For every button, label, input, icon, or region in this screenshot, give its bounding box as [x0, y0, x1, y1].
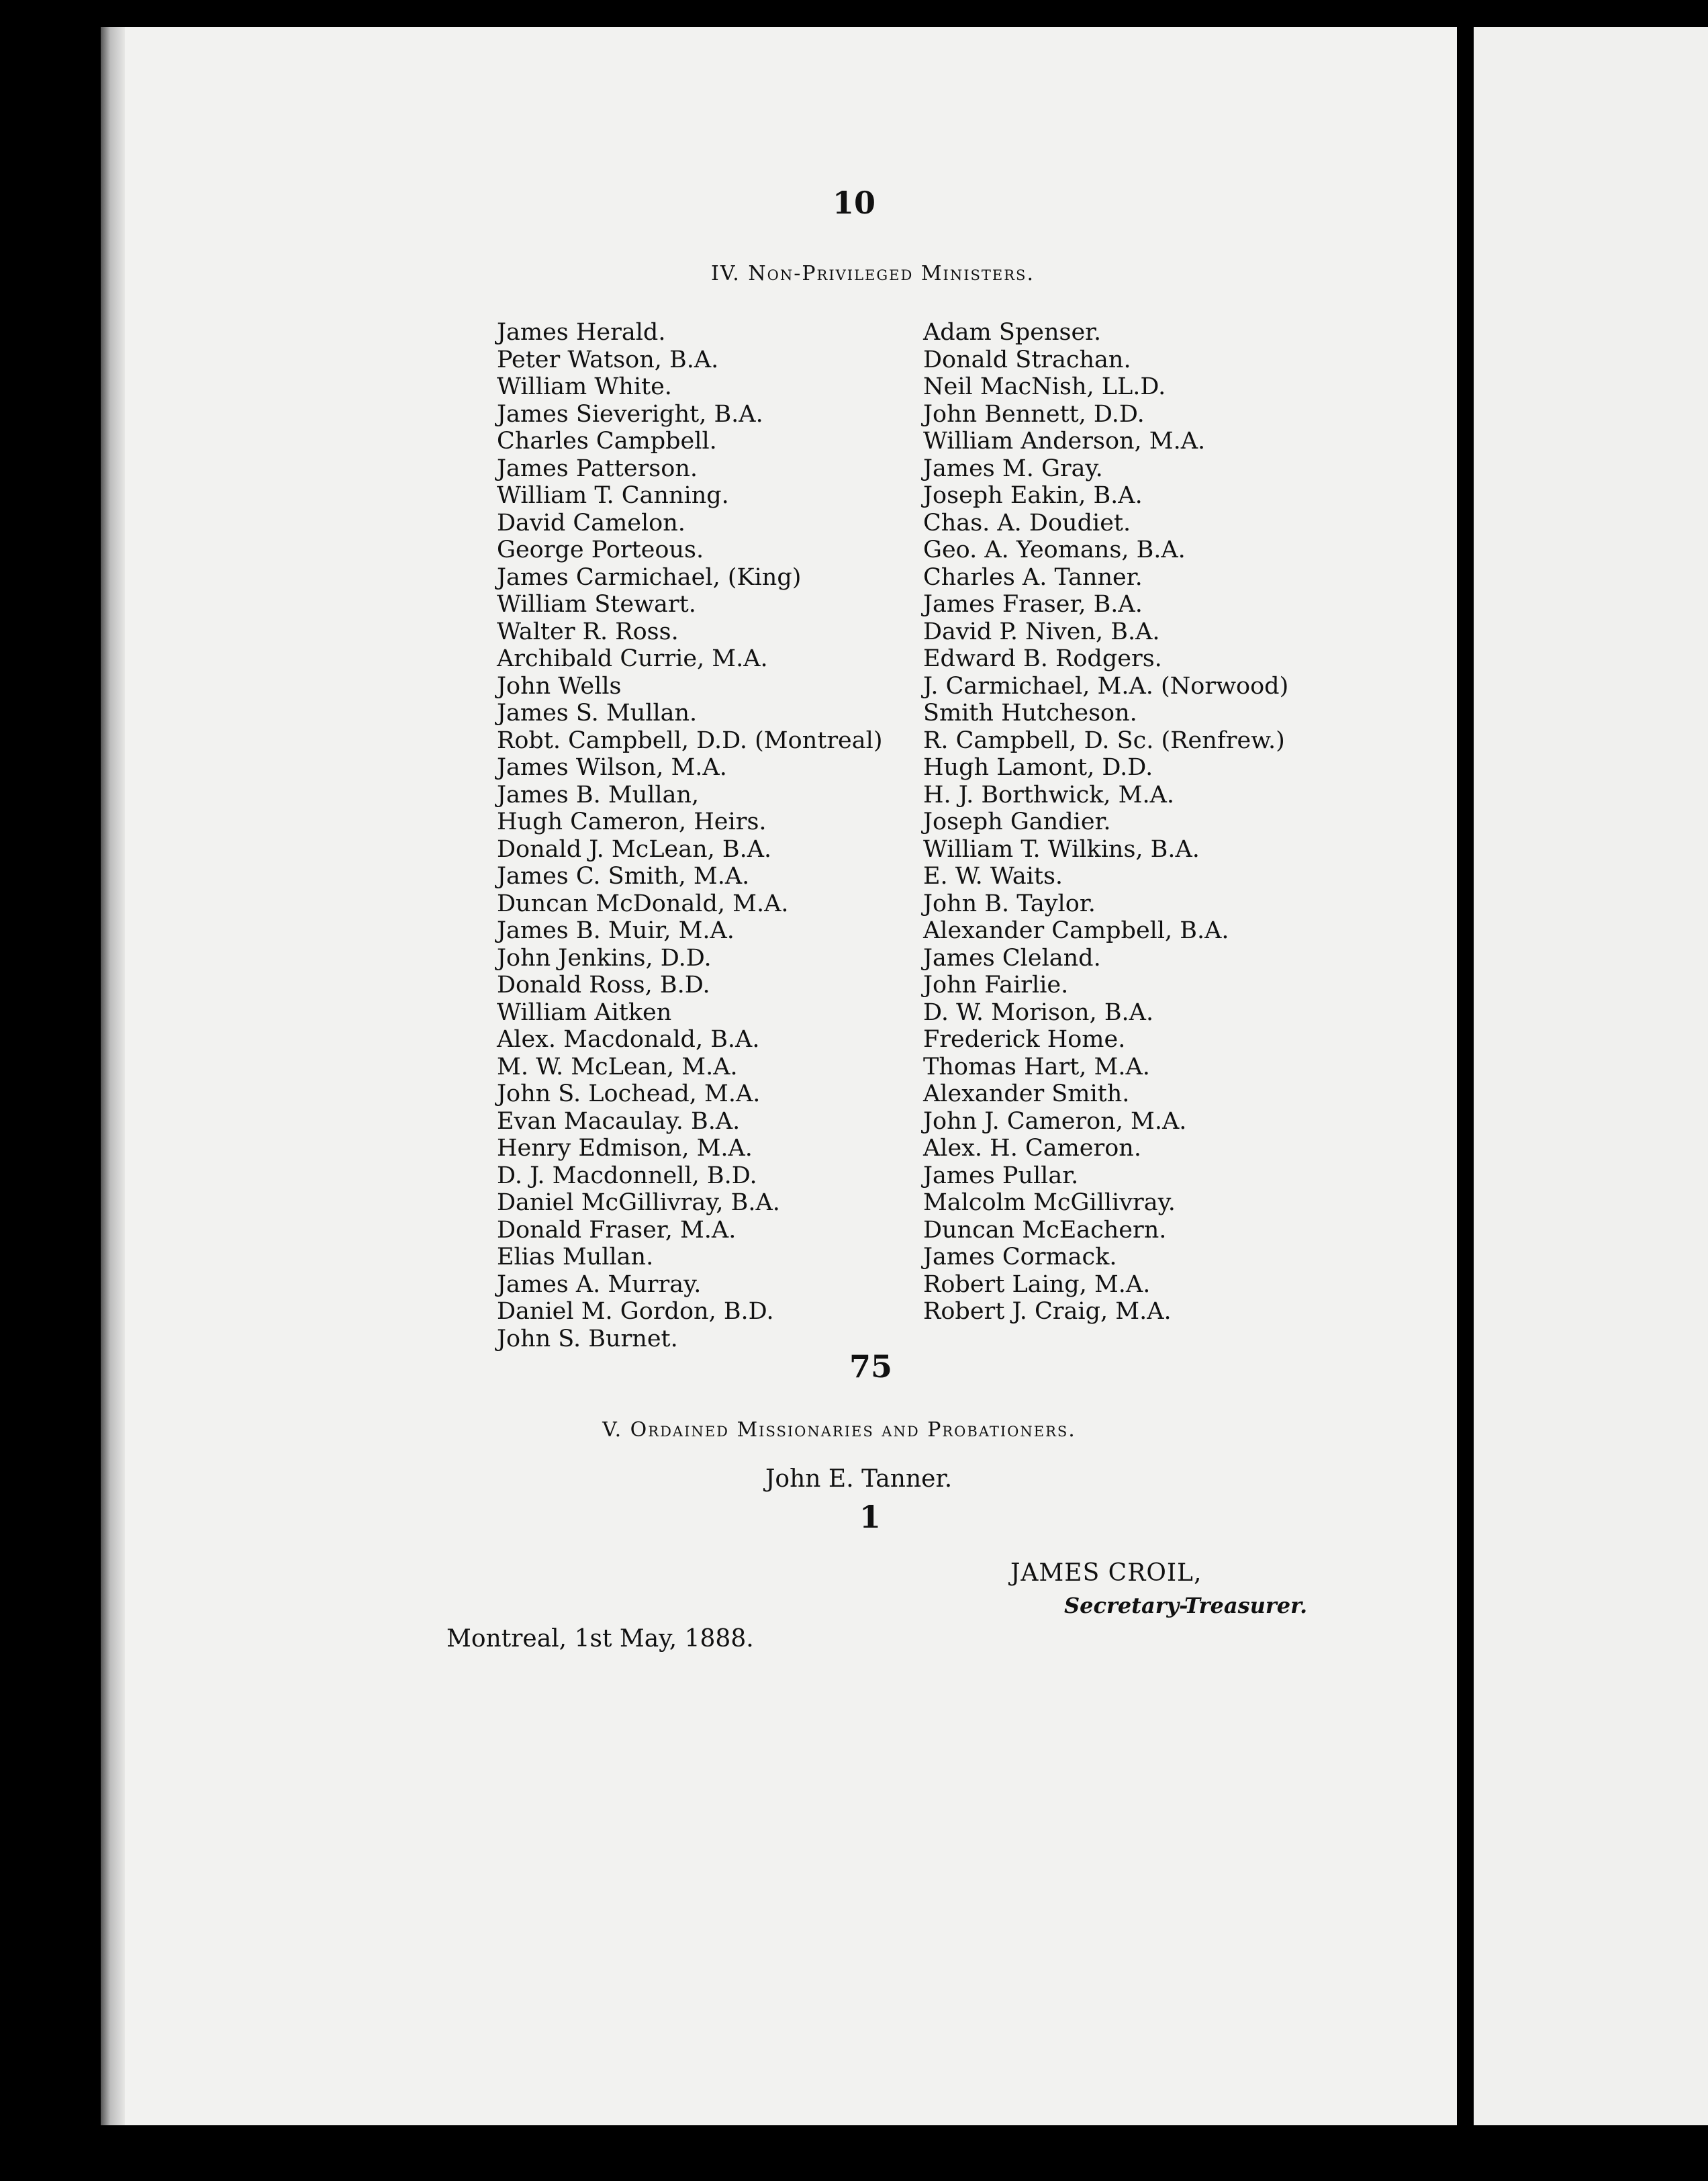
section-v-total: 1 — [859, 1499, 882, 1535]
dateline: Montreal, 1st May, 1888. — [446, 1625, 754, 1653]
minister-name: Henry Edmison, M.A. — [497, 1135, 753, 1162]
minister-name: Donald Ross, B.D. — [497, 972, 710, 999]
minister-name: Walter R. Ross. — [497, 618, 679, 645]
minister-name: John Fairlie. — [923, 972, 1069, 999]
minister-name: James Cormack. — [923, 1244, 1117, 1270]
minister-name: J. Carmichael, M.A. (Norwood) — [923, 672, 1289, 700]
minister-name: Alex. Macdonald, B.A. — [497, 1026, 760, 1053]
page-divider — [1458, 27, 1474, 2125]
minister-name: John Jenkins, D.D. — [497, 944, 712, 972]
minister-name: E. W. Waits. — [923, 863, 1063, 890]
minister-name: Daniel McGillivray, B.A. — [497, 1189, 780, 1216]
minister-name: Charles A. Tanner. — [923, 563, 1143, 591]
minister-name: Evan Macaulay. B.A. — [497, 1107, 741, 1135]
minister-name: Hugh Lamont, D.D. — [923, 754, 1153, 781]
minister-name: Smith Hutcheson. — [923, 700, 1137, 727]
minister-name: John J. Cameron, M.A. — [923, 1107, 1187, 1135]
minister-name: Robert J. Craig, M.A. — [923, 1298, 1172, 1325]
minister-name: James S. Mullan. — [497, 700, 698, 727]
minister-name: George Porteous. — [497, 537, 704, 563]
minister-name: Thomas Hart, M.A. — [923, 1053, 1150, 1080]
minister-name: John S. Lochead, M.A. — [497, 1080, 761, 1107]
minister-name: Robt. Campbell, D.D. (Montreal) — [497, 727, 883, 754]
minister-name: James Cleland. — [923, 944, 1101, 972]
minister-name: David Camelon. — [497, 509, 685, 537]
section-iv-heading: IV. Non-Privileged Ministers. — [711, 262, 1035, 285]
minister-name: Duncan McEachern. — [923, 1216, 1167, 1244]
minister-name: William Aitken — [497, 999, 672, 1026]
minister-name: William T. Wilkins, B.A. — [923, 835, 1200, 863]
signature-name: JAMES CROIL, — [1010, 1559, 1202, 1587]
signature-title: Secretary-Treasurer. — [1064, 1593, 1308, 1618]
minister-name: James M. Gray. — [923, 455, 1103, 482]
minister-name: H. J. Borthwick, M.A. — [923, 781, 1175, 808]
minister-name: John S. Burnet. — [497, 1325, 678, 1352]
minister-name: Duncan McDonald, M.A. — [497, 890, 789, 917]
minister-name: Elias Mullan. — [497, 1244, 654, 1270]
minister-name: James A. Murray. — [497, 1270, 702, 1298]
minister-name: Daniel M. Gordon, B.D. — [497, 1298, 774, 1325]
minister-name: William Stewart. — [497, 591, 696, 618]
minister-name: Hugh Cameron, Heirs. — [497, 808, 767, 835]
minister-name: D. J. Macdonnell, B.D. — [497, 1162, 757, 1189]
page-number: 10 — [833, 185, 876, 221]
page-gutter-shadow — [101, 27, 125, 2125]
section-iv-total: 75 — [849, 1348, 893, 1385]
section-v-name: John E. Tanner. — [765, 1465, 953, 1493]
minister-name: James Sieveright, B.A. — [497, 400, 763, 428]
minister-name: James Fraser, B.A. — [923, 591, 1143, 618]
minister-name: Joseph Eakin, B.A. — [923, 482, 1143, 509]
minister-name: James Pullar. — [923, 1162, 1079, 1189]
minister-name: D. W. Morison, B.A. — [923, 999, 1154, 1026]
minister-name: James Herald. — [497, 319, 666, 346]
minister-name: John Bennett, D.D. — [923, 400, 1145, 428]
minister-name: Peter Watson, B.A. — [497, 346, 719, 373]
minister-name: James Wilson, M.A. — [497, 754, 727, 781]
minister-name: James B. Mullan, — [497, 781, 700, 808]
minister-name: Alexander Campbell, B.A. — [923, 917, 1229, 944]
minister-name: Alexander Smith. — [923, 1080, 1130, 1107]
minister-name: James Carmichael, (King) — [497, 563, 802, 591]
minister-name: David P. Niven, B.A. — [923, 618, 1160, 645]
section-iv-left-column — [497, 319, 882, 1352]
minister-name: James C. Smith, M.A. — [497, 863, 750, 890]
minister-name: Alex. H. Cameron. — [923, 1135, 1141, 1162]
minister-name: James B. Muir, M.A. — [497, 917, 734, 944]
minister-name: R. Campbell, D. Sc. (Renfrew.) — [923, 727, 1285, 754]
minister-name: John Wells — [497, 672, 622, 700]
minister-name: Geo. A. Yeomans, B.A. — [923, 537, 1186, 563]
section-iv-right-column — [923, 319, 1288, 1326]
minister-name: Donald Strachan. — [923, 346, 1131, 373]
facing-page-edge — [1474, 27, 1708, 2125]
minister-name: Neil MacNish, LL.D. — [923, 373, 1166, 400]
minister-name: William Anderson, M.A. — [923, 428, 1206, 455]
minister-name: William T. Canning. — [497, 482, 729, 509]
minister-name: Archibald Currie, M.A. — [497, 645, 768, 672]
minister-name: Donald Fraser, M.A. — [497, 1216, 737, 1244]
minister-name: Adam Spenser. — [923, 319, 1102, 346]
minister-name: Malcolm McGillivray. — [923, 1189, 1176, 1216]
minister-name: Chas. A. Doudiet. — [923, 509, 1131, 537]
minister-name: M. W. McLean, M.A. — [497, 1053, 738, 1080]
minister-name: James Patterson. — [497, 455, 698, 482]
minister-name: William White. — [497, 373, 672, 400]
section-v-heading: V. Ordained Missionaries and Probationers. — [602, 1418, 1076, 1442]
minister-name: Donald J. McLean, B.A. — [497, 835, 772, 863]
minister-name: Joseph Gandier. — [923, 808, 1111, 835]
minister-name: Charles Campbell. — [497, 428, 717, 455]
minister-name: Edward B. Rodgers. — [923, 645, 1162, 672]
minister-name: Frederick Home. — [923, 1026, 1126, 1053]
minister-name: John B. Taylor. — [923, 890, 1096, 917]
minister-name: Robert Laing, M.A. — [923, 1270, 1151, 1298]
